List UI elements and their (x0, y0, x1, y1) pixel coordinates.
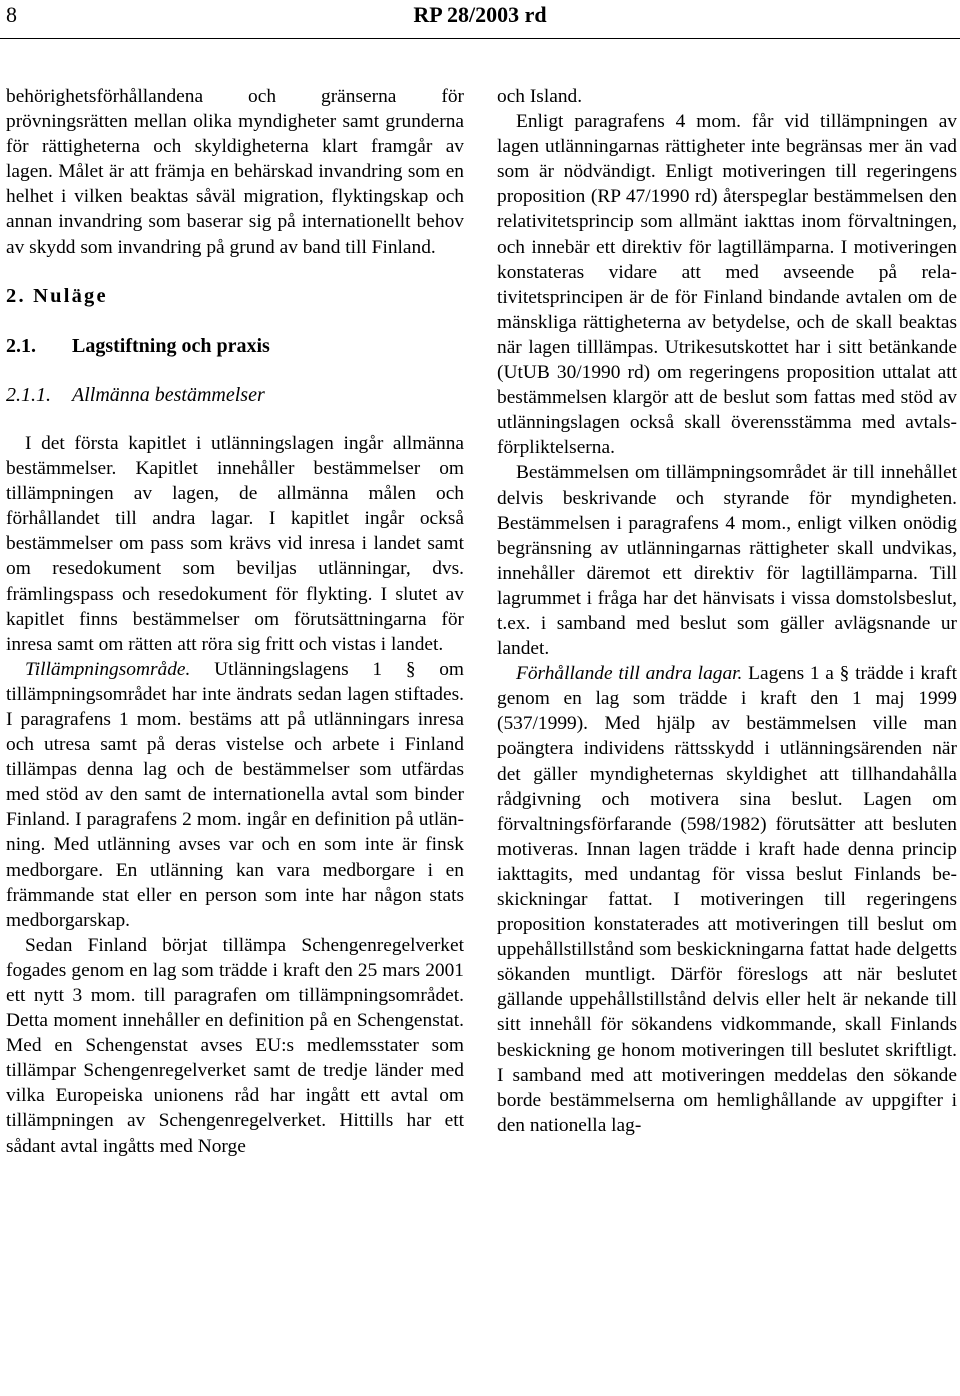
paragraph: Sedan Finland börjat tillämpa Schengenregelverket fogades genom en lag som trädde i kraft den 25 mars 2001 ett nytt 3 mom. till paragrafen om tillämpningsområdet. Detta moment innehåller en definition på en Schengenstat. Med en Schengenstat avses EU:s medlemsstater som tillämpar Schengenregelverket samt de tredje länder med vilka Europeiska unionens råd har ingått ett avtal om tillämpningen av Schengenregelverket. Hittills har ett sådant avtal ingåtts med Norge (6, 934, 464, 1157)
page-number: 8 (6, 2, 17, 27)
subsubsection-heading (6, 383, 464, 408)
subsection-heading (6, 334, 464, 359)
left-column (6, 84, 464, 1159)
run-in-heading: Förhållande till andra lagar. (516, 663, 743, 685)
section-heading: 2. Nuläge (6, 284, 108, 307)
paragraph-text: Utlänningslagens 1 § om tillämpningsområdet har inte ändrats sedan lagen stiftades. I paragrafens 1 mom. bestäms att på utlänningars inresa och utresa samt på deras vistelse och arbete i Finland tillämpas denna lag och de bestämmelser som utfärdas med stöd av den samt de internationella avtal som binder Finland. I paragrafens 2 mom. ingår en definition på utlänning. Med utlänning avses var och en som inte är finsk medborgare. En utlänning kan vara medborgare i en främmande stat eller en person som inte har någon stats medborgarskap. (6, 658, 464, 931)
subsubsection-title: Allmänna bestämmelser (72, 383, 265, 406)
subsection-number: 2.1. (6, 334, 36, 357)
paragraph: Bestämmelsen om tillämpningsområdet är till innehållet delvis beskrivande och styrande för myndigheten. Bestämmelsen i paragrafens 4 mom., enligt vilken onödig begränsning av utlänningarnas rättigheter skall undvikas, innehåller däremot ett direktiv för lagtillämparna. Till lagrummet i fråga har det hänvisats i vissa domstolsbeslut, t.ex. i samband med beslut som gäller avlägsnande ur landet. (497, 462, 957, 660)
paragraph (497, 661, 957, 1138)
header-rule (0, 38, 960, 39)
paragraph: och Island. (497, 86, 583, 107)
paragraph (6, 657, 464, 933)
subsubsection-number: 2.1.1. (6, 383, 51, 406)
paragraph-text: Lagens 1 a § trädde i kraft genom en lag som trädde i kraft den 1 maj 1999 (537/1999). Med hjälp av bestämmelsen ville man poängtera individens rättsskydd i utlänningsärenden när det gäller myndigheternas skyldighet att tillhandahålla rådgivning och motivera sina beslut. Lagen om förvaltningsförfarande (598/1982) förutsätter att besluten motiveras. Innan lagen trädde i kraft hade denna princip iakttagits, med undantag för vissa beslut Finlands beskickningar fattat. I motiveringen till regeringens proposition konstaterades att motiveringen till beslut om uppehållstillstånd som beskickningarna fattat hade delgetts sökanden muntligt. Därför föreslogs att när beslutet gällande uppehållstillstånd delvis eller helt är nekande till sitt innehåll för sökandens vidkommande, skall Finlands beskickning ge honom motiveringen till beslutet skriftligt. I samband med att motiveringen meddelas den sökande borde bestämmelserna om hemlighållande av uppgifter i den nationella lag- (497, 663, 957, 1136)
paragraph: I det första kapitlet i utlänningslagen ingår allmänna bestämmelser. Kapitlet innehåller bestämmelser om tillämpningen av lagen, de allmänna målen och förhållandet till andra lagar. I kapitlet ingår också bestämmelser om pass som krävs vid inresa i landet samt om resedokument som beviljas utlänningar, dvs. främlingspass och resedokument för flykting. I slutet av kapitlet finns bestämmelser om förutsättningarna för inresa samt om rätten att röra sig fritt och vistas i landet. (6, 432, 464, 655)
run-in-heading: Tillämpningsområde. (25, 658, 191, 680)
paragraph: behörighetsförhållandena och gränserna för prövningsrätten mellan olika myndigheter samt grunderna för rättigheterna och skyldigheterna klart framgår av lagen. Målet är att främja en behärskad invandring som en helhet i vilken beaktas såväl migration, flyktingskap och annan invandring som baserar sig på internationellt behov av skydd som invandring på grund av band till Finland. (6, 86, 464, 258)
subsection-title: Lagstiftning och praxis (72, 334, 270, 357)
paragraph: Enligt paragrafens 4 mom. får vid tillämpningen av lagen utlänningarnas rättigheter inte begränsas mer än vad som är nödvändigt. Enligt motiveringen till regeringens proposition (RP 47/1990 rd) återspeglar bestämmelsen den relativitetsprincip som allmänt iakttas inom förvaltningen, och innebär ett direktiv för lagtillämparna. I motiveringen konstateras vidare att med avseende på relativitetsprincipen är de för Finland bindande avtalen om de mänskliga rättigheterna av betydelse, och de skall beaktas när lagen tilllämpas. Utrikesutskottet har i sitt betänkande (UtUB 30/1990 rd) om regeringens proposition uttalat att bestämmelsen klargör att de beslut som fattas med stöd av utlänningslagen också skall överensstämma med avtalsförpliktelserna. (497, 111, 957, 459)
page-header (0, 0, 960, 40)
right-column (497, 84, 957, 1138)
document-id: RP 28/2003 rd (413, 2, 547, 27)
